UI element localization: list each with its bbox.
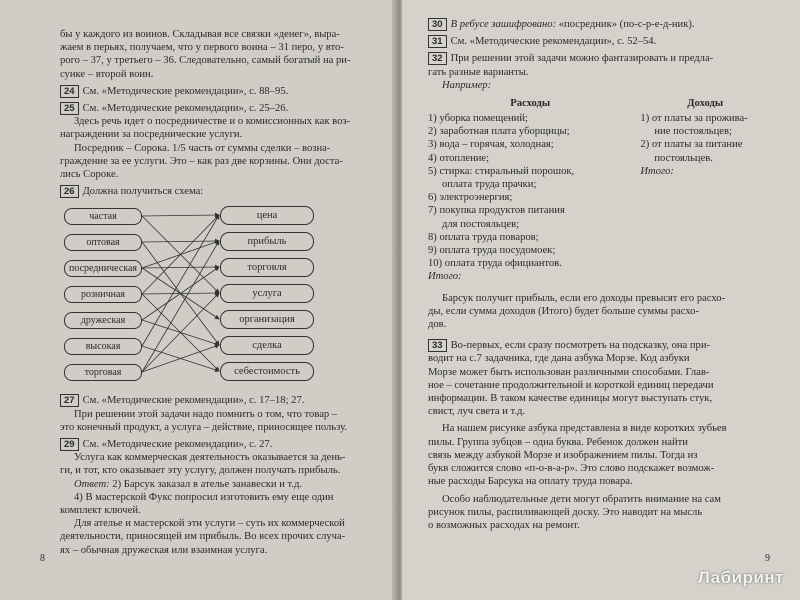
text-line: лись Сороке. [60,169,119,181]
text-line: информации. В таком качестве единицы могут выступать стук, [428,393,713,405]
item-32 [428,52,770,65]
expense-item: 1) уборка помещений; [428,113,528,125]
diagram-arrow [142,215,219,216]
income-item: ние постояльцев; [654,126,732,138]
item-26 [60,185,380,198]
diagram-arrow [142,345,219,372]
income-item: постояльцев. [654,152,713,164]
text-line: о возможных расходах на ремонт. [428,519,580,531]
text-line: Посредник – Сорока. 1/5 часть от суммы сделки – возна- [74,142,331,154]
item-25-body [60,115,380,181]
item-25 [60,102,380,115]
text-line: жаем в перьях, получаем, что у первого воина – 31 перо, у вто- [60,42,344,54]
diagram-left-torgovaya: торговая [64,364,142,381]
matching-diagram [60,202,380,390]
expenses-column [428,98,632,284]
diagram-right-sebestoimost: себестоимость [220,362,314,381]
item-text: См. «Методические рекомендации», с. 25–26. [82,103,289,115]
example-label: Например: [442,79,492,91]
item-text: См. «Методические рекомендации», с. 27. [82,439,273,451]
item-number: 24 [60,85,79,98]
diagram-right-usluga: услуга [220,284,314,303]
item-text: При решении этой задачи можно фантазировать и предла- [450,53,714,65]
diagram-arrow [142,215,219,346]
expense-item: 5) стирка: стиральный порошок, [428,165,575,177]
diagram-left-druzheskaya: дружеская [64,312,142,329]
text-line: рисунок пилы, распиливающей доску. Это наводит на мысль [428,506,703,518]
item-italic: В ребусе зашифровано: [450,19,557,30]
page-number-right: 9 [765,553,770,564]
item-29-body [60,451,380,557]
item-27-body [60,408,380,434]
text-line: Услуга как коммерческая деятельность оказывается за день- [74,452,346,464]
income-column [640,98,770,284]
answer-line [60,478,380,491]
expense-item: 10) оплата труда официантов. [428,258,562,270]
text-line: сунке – второй воин. [60,68,154,80]
text-line: 4) В мастерской Фукс попросил изготовить ему еще один [74,491,334,503]
text-line: связь между азбукой Морзе и изображением пилы. Тогда из [428,449,698,461]
profit-paragraph [428,292,770,332]
item-number: 30 [428,18,447,31]
item-30 [428,18,770,31]
expense-item: 3) вода – горячая, холодная; [428,139,554,151]
answer-label: Ответ: [74,478,110,490]
expenses-header: Расходы [510,98,551,110]
item-29 [60,438,380,451]
item-number: 26 [60,185,79,198]
item-text: См. «Методические рекомендации», с. 17–18; 27. [82,395,305,407]
income-item: 2) от платы за питание [640,139,743,151]
item-number: 32 [428,52,447,65]
item-text: Должна получиться схема: [82,186,204,198]
item-number: 27 [60,394,79,407]
text-line: ги, и тот, кто оказывает эту услугу, должен получать прибыль. [60,465,341,477]
page-number-left: 8 [40,553,45,564]
text-line: деятельности, приносящей им прибыль. Во всех прочих случа- [60,531,346,543]
diagram-left-roznichnaya: розничная [64,286,142,303]
item-text: Во-первых, если сразу посмотреть на подсказку, она при- [450,340,711,352]
diagram-left-posrednicheskaya: посредническая [64,260,142,277]
expense-item: 7) покупка продуктов питания [428,205,565,217]
expense-item: 9) оплата труда посудомоек; [428,245,556,257]
text-line: Барсук получит прибыль, если его доходы превысят его расхо- [442,292,726,304]
diagram-right-pribyl: прибыль [220,232,314,251]
expense-item: 8) оплата труда поваров; [428,231,539,243]
item-33 [428,339,770,418]
text-line: ные расходы Барсука на оплату труда повара. [428,476,633,488]
text-line [428,339,770,352]
answer-text: 2) Барсук заказал в ателье занавески и т.д. [109,478,303,490]
item-number: 25 [60,102,79,115]
text-line: Для ателье и мастерской эти услуги – суть их коммерческой [74,518,345,530]
diagram-arrow [142,215,219,294]
text-line: водит на с.7 задачника, где дана азбука Морзе. Код азбуки [428,353,690,365]
item-number: 31 [428,35,447,48]
item-text: См. «Методические рекомендации», с. 88–95. [82,85,289,97]
expense-item: 2) заработная плата уборщицы; [428,126,570,138]
text-line: На нашем рисунке азбука представлена в виде коротких зубьев [442,423,727,435]
note-paragraph [428,493,770,533]
expense-item: 6) электроэнергия; [428,192,513,204]
diagram-right-sdelka: сделка [220,336,314,355]
expense-item: 4) отопление; [428,152,490,164]
item-text: См. «Методические рекомендации», с. 52–54. [450,36,657,48]
text-line: дов. [428,319,447,331]
text-line: граждение за ее услуги. Это – как раз две корзины. Они доста- [60,155,343,167]
text-line: рого – 37, у третьего – 36. Следовательно, самый богатый на ри- [60,55,351,67]
item-text: «посредник» (по-с-р-е-д-ник). [556,19,695,30]
diagram-arrow [142,241,219,242]
income-header: Доходы [687,98,724,110]
labirint-watermark: Лабиринт [697,568,784,587]
diagram-left-chastaya: частая [64,208,142,225]
diagram-arrow [142,293,219,372]
item-number: 29 [60,438,79,451]
income-expense-table [428,98,770,284]
item-27 [60,394,380,407]
expense-item: для постояльцев; [442,218,520,230]
diagram-arrow [142,241,219,372]
income-item: 1) от платы за прожива- [640,113,748,125]
text-line: комплект ключей. [60,505,141,517]
diagram-right-tsena: цена [220,206,314,225]
diagram-left-vysokaya: высокая [64,338,142,355]
diagram-left-optovaya: оптовая [64,234,142,251]
text-line: ды, если сумма доходов (Итого) будет больше суммы расхо- [428,305,699,317]
expense-item: оплата труда прачки; [442,179,537,191]
text-line: Здесь речь идет о посредничестве и о комиссионных как воз- [74,116,351,128]
text-line: это конечный продукт, а услуга – действие, приносящее пользу. [60,421,347,433]
text-line: награждении за посреднические услуги. [60,129,243,141]
text-line: бы у каждого из воинов. Складывая все связки «денег», выра- [60,29,340,40]
item-24 [60,85,380,98]
diagram-arrow [142,267,219,268]
text-line: ное – сочетание продолжительной и короткой единиц передачи [428,379,714,391]
diagram-right-torgovlya: торговля [220,258,314,277]
item-31 [428,35,770,48]
right-page [402,0,800,600]
text-line: Особо наблюдательные дети могут обратить внимание на сам [442,493,721,505]
text-line: Морзе может быть использован различными способами. Глав- [428,366,710,378]
text-line: гать разные варианты. [428,66,529,78]
text-line: При решении этой задачи надо помнить о том, что товар – [74,408,338,420]
text-line: букв сложится слово «п-о-в-а-р». Это слово подскажет возмож- [428,463,715,475]
expenses-total: Итого: [428,271,462,283]
item-number: 33 [428,339,447,352]
text-line: пилы. Группа зубцов – одна буква. Ребенок должен найти [428,436,688,448]
text-line: ях – обычная дружеская или взаимная услуга. [60,544,268,556]
income-total: Итого: [640,165,674,177]
diagram-right-organizatsiya: организация [220,310,314,329]
text-line: свист, луч света и т.д. [428,406,526,418]
intro-paragraph [60,28,380,81]
left-page [0,0,398,600]
saw-paragraph [428,422,770,488]
